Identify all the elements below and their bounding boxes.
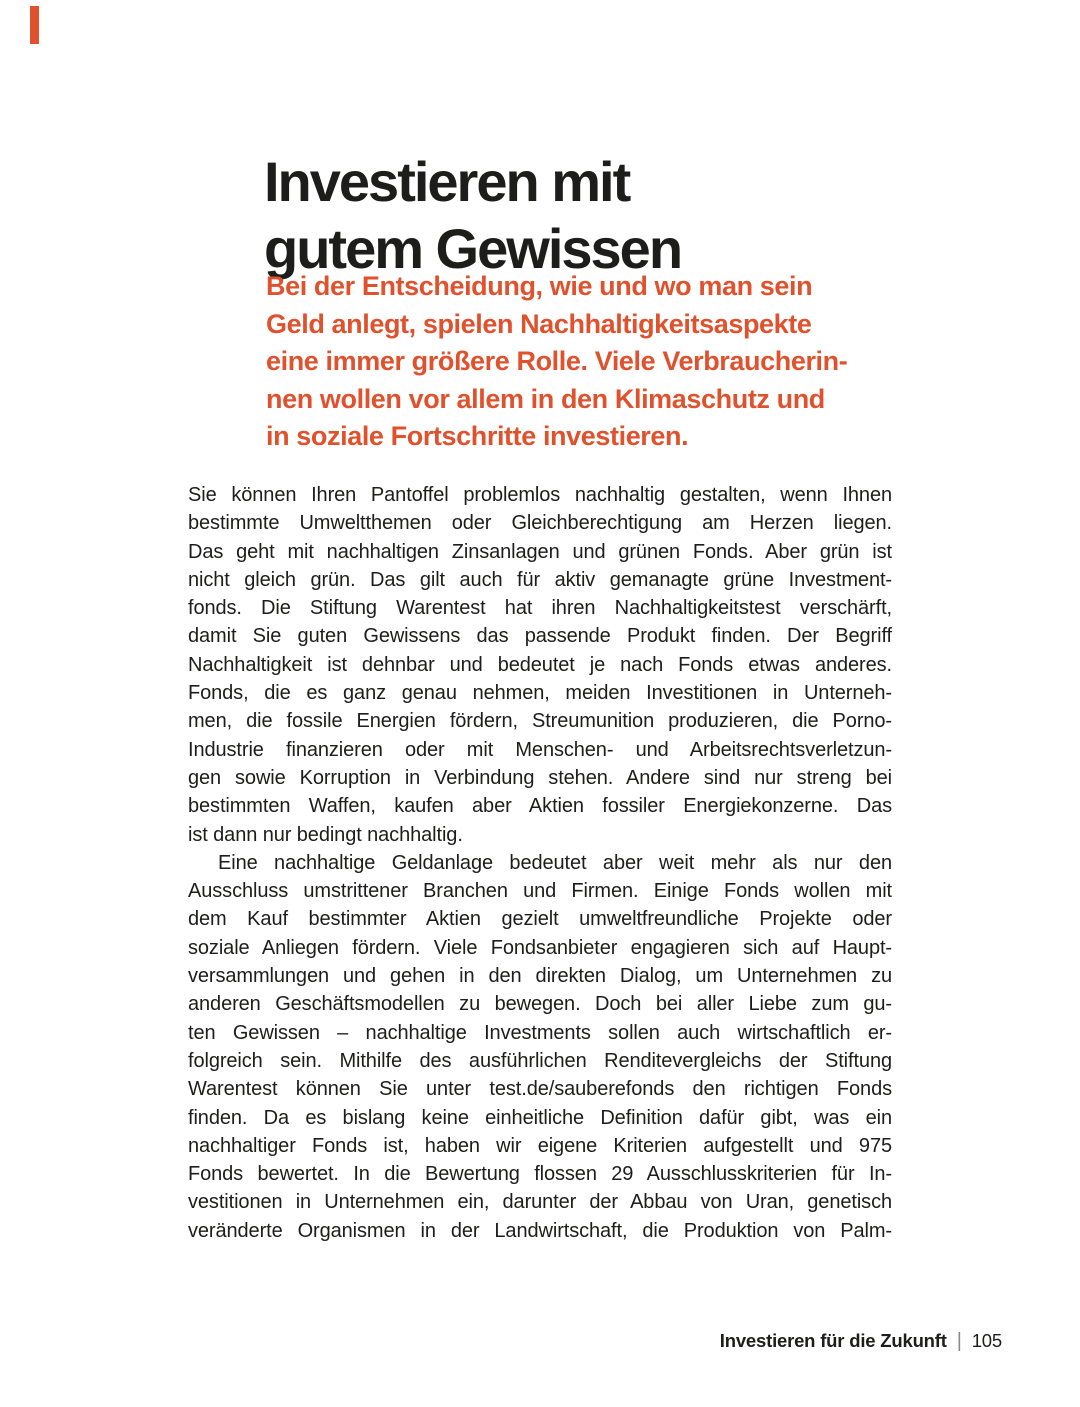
page-footer: [720, 1330, 1002, 1352]
body-paragraph: [188, 849, 892, 1245]
chapter-tab-marker: [30, 6, 39, 44]
body-line: Ausschluss umstrittener Branchen und Firmen. Einige Fonds wollen mit: [188, 880, 892, 903]
body-line: Industrie finanzieren oder mit Menschen- und Arbeitsrechtsverletzun-: [188, 738, 892, 761]
body-line: Eine nachhaltige Geldanlage bedeutet aber weit mehr als nur den: [218, 851, 892, 874]
body-line: gen sowie Korruption in Verbindung stehen. Andere sind nur streng bei: [188, 766, 892, 789]
body-line: nicht gleich grün. Das gilt auch für aktiv gemanagte grüne Investment-: [188, 568, 892, 591]
lede-paragraph: [266, 268, 926, 456]
body-line: dem Kauf bestimmter Aktien gezielt umweltfreundliche Projekte oder: [188, 908, 892, 931]
footer-divider: |: [956, 1330, 962, 1352]
body-line: folgreich sein. Mithilfe des ausführlichen Renditevergleichs der Stiftung: [188, 1049, 892, 1072]
lede-line: Geld anlegt, spielen Nachhaltigkeitsaspekte: [266, 308, 812, 339]
body-text: [188, 481, 892, 1245]
page-number: 105: [971, 1330, 1002, 1351]
body-line: finden. Da es bislang keine einheitliche Definition dafür gibt, was ein: [188, 1106, 892, 1129]
footer-section-label: Investieren für die Zukunft: [719, 1330, 947, 1351]
body-line: veränderte Organismen in der Landwirtschaft, die Produktion von Palm-: [188, 1219, 892, 1242]
lede-line: nen wollen vor allem in den Klimaschutz und: [266, 383, 825, 414]
body-line: anderen Geschäftsmodellen zu bewegen. Doch bei aller Liebe zum gu-: [188, 993, 892, 1016]
body-line: Das geht mit nachhaltigen Zinsanlagen und grünen Fonds. Aber grün ist: [188, 540, 892, 563]
lede-line: eine immer größere Rolle. Viele Verbraucherin-: [266, 346, 848, 377]
body-line: men, die fossile Energien fördern, Streumunition produzieren, die Porno-: [188, 710, 892, 733]
body-line: nachhaltiger Fonds ist, haben wir eigene Kriterien aufgestellt und 975: [188, 1134, 892, 1157]
body-line: Nachhaltigkeit ist dehnbar und bedeutet je nach Fonds etwas anderes.: [188, 653, 892, 676]
page-title-line: Investieren mit: [264, 149, 630, 213]
body-paragraph: [188, 481, 892, 849]
body-line: ist dann nur bedingt nachhaltig.: [188, 823, 463, 846]
page-title: [264, 148, 964, 282]
body-line: bestimmte Umweltthemen oder Gleichberechtigung am Herzen liegen.: [188, 512, 892, 535]
body-line: fonds. Die Stiftung Warentest hat ihren Nachhaltigkeitstest verschärft,: [188, 597, 892, 620]
body-line: damit Sie guten Gewissens das passende Produkt finden. Der Begriff: [188, 625, 892, 648]
body-line: vestitionen in Unternehmen ein, darunter der Abbau von Uran, genetisch: [188, 1191, 892, 1214]
body-line: ten Gewissen – nachhaltige Investments sollen auch wirtschaftlich er-: [188, 1021, 892, 1044]
body-line: soziale Anliegen fördern. Viele Fondsanbieter engagieren sich auf Haupt-: [188, 936, 892, 959]
lede-line: Bei der Entscheidung, wie und wo man sein: [266, 271, 813, 301]
body-line: Sie können Ihren Pantoffel problemlos nachhaltig gestalten, wenn Ihnen: [188, 484, 892, 506]
lede-line: in soziale Fortschritte investieren.: [266, 421, 689, 452]
body-line: Warentest können Sie unter test.de/sauberefonds den richtigen Fonds: [188, 1078, 892, 1101]
body-line: Fonds, die es ganz genau nehmen, meiden Investitionen in Unterneh-: [188, 682, 892, 705]
body-line: Fonds bewertet. In die Bewertung flossen 29 Ausschlusskriterien für In-: [188, 1163, 892, 1186]
body-line: bestimmten Waffen, kaufen aber Aktien fossiler Energiekonzerne. Das: [188, 795, 892, 818]
body-line: versammlungen und gehen in den direkten Dialog, um Unternehmen zu: [188, 965, 892, 988]
page-title-line: gutem Gewissen: [264, 216, 682, 280]
